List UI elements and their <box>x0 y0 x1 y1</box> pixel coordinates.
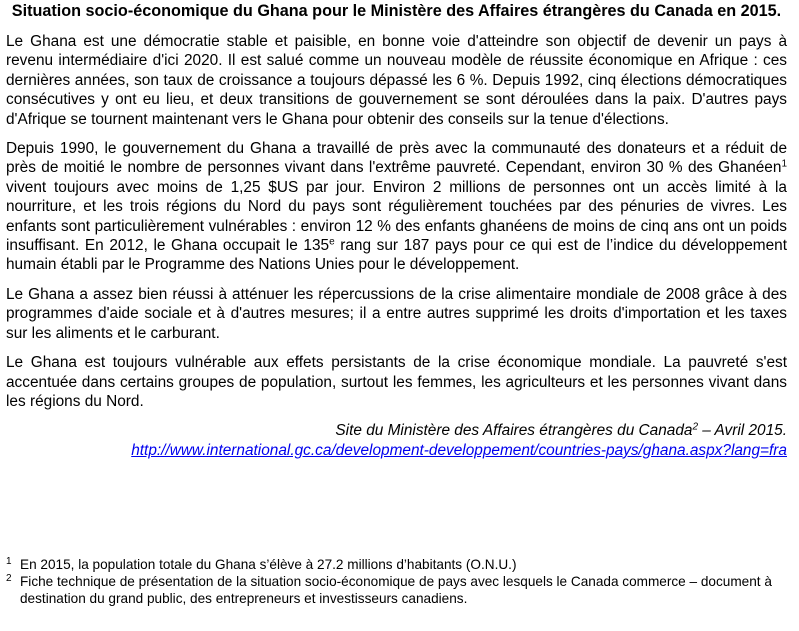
footnote-2 <box>6 573 787 607</box>
footnote-1 <box>6 556 787 573</box>
paragraph-2 <box>6 139 787 275</box>
source-date: – Avril 2015. <box>698 422 787 440</box>
paragraph-4: Le Ghana est toujours vulnérable aux effets persistants de la crise économique mondiale. La pauvreté s'est accentuée dans certains groupes de population, surtout les femmes, les agriculteurs et les personnes vivant dans les régions du Nord. <box>6 354 787 410</box>
source-link-line <box>6 441 787 461</box>
source-link[interactable]: http://www.international.gc.ca/development-developpement/countries-pays/ghana.aspx?lang=fra <box>131 441 787 459</box>
ordinal-suffix: e <box>329 236 335 248</box>
paragraph-2-part-b: vivent toujours avec moins de 1,25 $US par jour. Environ 2 millions de personnes ont un accès limité à la nourriture, et les trois régions du Nord du pays sont régulièrement touchées par des pénuries de vivres. Les enfants sont particulièrement vulnérables : environ 12 % des enfants ghanéens de moins de cinq ans ont un poids insuffisant. En 2012, le Ghana occupait le 135 <box>6 178 787 255</box>
footnote-number: 2 <box>6 573 12 585</box>
footnote-ref-1: 1 <box>781 158 787 170</box>
document-title: Situation socio-économique du Ghana pour le Ministère des Affaires étrangères du Canada en 2015. <box>11 2 782 20</box>
footnotes <box>6 556 787 608</box>
footnote-text: En 2015, la population totale du Ghana s’élève à 27.2 millions d’habitants (O.N.U.) <box>20 557 517 572</box>
paragraph-1: Le Ghana est une démocratie stable et paisible, en bonne voie d'atteindre son objectif de devenir un pays à revenu intermédiaire d'ici 2020. Il est salué comme un nouveau modèle de réussite économique en Afrique : ces dernières années, son taux de croissance a toujours dépassé les 6 %. Depuis 1992, cinq élections démocratiques consécutives y ont eu lieu, et deux transitions de gouvernement se sont déroulées dans la paix. D'autres pays d'Afrique se tournent maintenant vers le Ghana pour obtenir des conseils sur la tenue d'élections. <box>6 33 787 128</box>
footnote-number: 1 <box>6 556 12 567</box>
footnote-text: Fiche technique de présentation de la situation socio-économique de pays avec lesquels le Canada commerce – document à destination du grand public, des entrepreneurs et investisseurs canadiens. <box>20 574 772 607</box>
paragraph-2-part-c: rang sur 187 pays pour ce qui est de l’indice du développement humain établi par le Programme des Nations Unies pour le développement. <box>6 237 787 274</box>
paragraph-2-part-a: Depuis 1990, le gouvernement du Ghana a travaillé de près avec la communauté des donateurs et a réduit de près de moitié le nombre de personnes vivant dans l'extrême pauvreté. Cependant, environ 30 % des Ghanéen <box>6 140 787 177</box>
source-line <box>6 421 787 441</box>
source-text: Site du Ministère des Affaires étrangères du Canada <box>335 422 693 440</box>
source-citation <box>6 421 787 460</box>
paragraph-3: Le Ghana a assez bien réussi à atténuer les répercussions de la crise alimentaire mondiale de 2008 grâce à des programmes d'aide sociale et à d'autres mesures; il a entre autres supprimé les droits d'importation et les taxes sur les aliments et le carburant. <box>6 285 787 342</box>
footnote-ref-2: 2 <box>692 421 699 433</box>
